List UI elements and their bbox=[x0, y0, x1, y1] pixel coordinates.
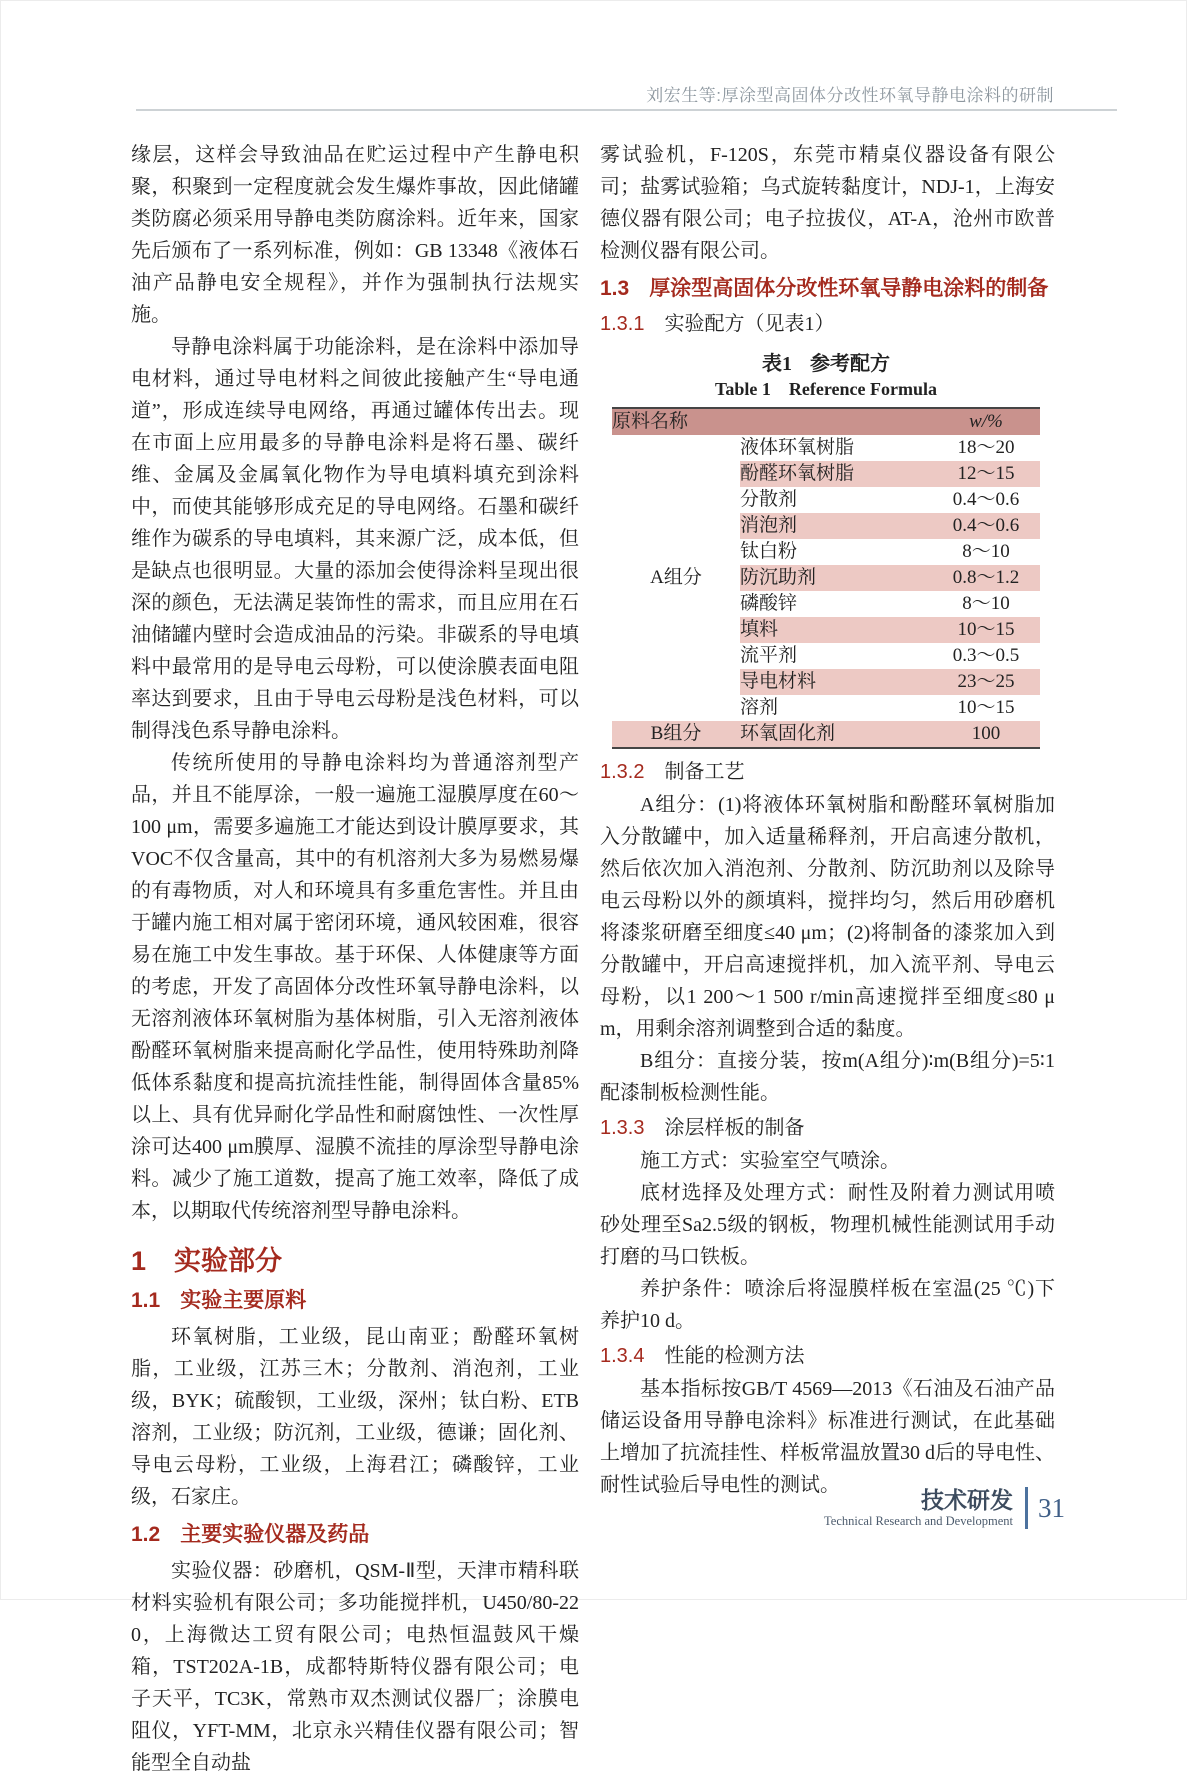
section-1-3-4-heading bbox=[600, 1341, 1055, 1371]
section-1-3-heading bbox=[600, 275, 1055, 303]
paragraph: 雾试验机，F-120S，东莞市精桌仪器设备有限公司；盐雾试验箱；乌式旋转黏度计，NDJ-1，上海安德仪器有限公司；电子拉拔仪，AT-A，沧州市欧普检测仪器有限公司。 bbox=[600, 144, 1055, 262]
table-row-component-b bbox=[612, 721, 1040, 748]
value-cell: 0.3～0.5 bbox=[952, 645, 1020, 666]
paragraph: A组分：(1)将液体环氧树脂和酚醛环氧树脂加入分散罐中，加入适量稀释剂，开启高速分散机，然后依次加入消泡剂、分散剂、防沉助剂以及除导电云母粉以外的颜填料，搅拌均匀，然后用砂磨机将漆浆研磨至细度≤40 μm；(2)将制备的漆浆加入到分散罐中，开启高速搅拌机，加入流平剂、导电云母粉，以1 200～1 500 r/min高速搅拌至细度≤80 μm，用剩余溶剂调整到合适的黏度。 bbox=[600, 794, 1055, 1040]
value-cell: 0.4～0.6 bbox=[932, 513, 1040, 539]
paragraph: 环氧树脂，工业级，昆山南亚；酚醛环氧树脂，工业级，江苏三木；分散剂、消泡剂，工业级，BYK；硫酸钡，工业级，深州；钛白粉、ETB溶剂，工业级；防沉剂，工业级，德谦；固化剂、导电云母粉，工业级，上海君江；磷酸锌，工业级，石家庄。 bbox=[131, 1326, 579, 1508]
value-cell: 0.8～1.2 bbox=[932, 565, 1040, 591]
material-cell: 填料 bbox=[740, 617, 932, 643]
footer-section bbox=[824, 1487, 1013, 1529]
material-cell: 防沉助剂 bbox=[740, 565, 932, 591]
value-cell: 23～25 bbox=[932, 669, 1040, 695]
section-number: 1.2 bbox=[131, 1523, 161, 1546]
table-caption-label-en: Table 1 bbox=[715, 379, 771, 399]
material-cell: 磷酸锌 bbox=[740, 593, 798, 614]
header-rule bbox=[136, 109, 1117, 111]
paragraph: 底材选择及处理方式：耐性及附着力测试用喷砂处理至Sa2.5级的钢板，物理机械性能测试用手动打磨的马口铁板。 bbox=[600, 1182, 1055, 1268]
value-cell: 12～15 bbox=[932, 461, 1040, 487]
value-cell: 100 bbox=[932, 721, 1040, 748]
table-caption-label: 表1 bbox=[762, 353, 792, 375]
footer-section-label-en: Technical Research and Development bbox=[824, 1514, 1013, 1528]
section-title: 性能的检测方法 bbox=[664, 1345, 805, 1367]
section-1-1-heading bbox=[131, 1287, 579, 1315]
section-title: 主要实验仪器及药品 bbox=[180, 1523, 370, 1546]
reference-formula-table bbox=[612, 407, 1040, 749]
section-title: 涂层样板的制备 bbox=[664, 1117, 805, 1139]
column-header-w-percent: w/% bbox=[932, 408, 1040, 435]
table-header-row bbox=[612, 408, 1040, 435]
section-number: 1 bbox=[131, 1246, 147, 1276]
table-1-block bbox=[612, 351, 1040, 749]
section-number: 1.3.3 bbox=[600, 1117, 645, 1139]
section-1-3-2-heading bbox=[600, 757, 1055, 787]
material-cell: 分散剂 bbox=[740, 489, 798, 510]
running-head: 刘宏生等:厚涂型高固体分改性环氧导静电涂料的研制 bbox=[646, 86, 1054, 105]
section-title: 厚涂型高固体分改性环氧导静电涂料的制备 bbox=[649, 277, 1049, 300]
paragraph: 养护条件：喷涂后将湿膜样板在室温(25 ℃)下养护10 d。 bbox=[600, 1278, 1055, 1332]
page-footer bbox=[824, 1487, 1065, 1529]
material-cell: 液体环氧树脂 bbox=[740, 437, 855, 458]
paragraph: 基本指标按GB/T 4569—2013《石油及石油产品储运设备用导静电涂料》标准进行测试，在此基础上增加了抗流挂性、样板常温放置30 d后的导电性、耐性试验后导电性的测试。 bbox=[600, 1378, 1055, 1496]
paragraph: 实验仪器：砂磨机，QSM-Ⅱ型，天津市精科联材料实验机有限公司；多功能搅拌机，U450/80-220，上海微达工贸有限公司；电热恒温鼓风干燥箱，TST202A-1B，成都特斯特仪器有限公司；电子天平，TC3K，常熟市双杰测试仪器厂；涂膜电阻仪，YFT-MM，北京永兴精佳仪器有限公司；智能型全自动盐 bbox=[131, 1560, 579, 1774]
material-cell: 导电材料 bbox=[740, 669, 932, 695]
section-title: 实验部分 bbox=[174, 1246, 283, 1276]
component-b-cell: B组分 bbox=[612, 721, 740, 748]
section-1-2-heading bbox=[131, 1521, 579, 1549]
material-cell: 溶剂 bbox=[740, 697, 779, 718]
table-row bbox=[612, 435, 1040, 461]
section-number: 1.3.1 bbox=[600, 313, 645, 335]
value-cell: 0.4～0.6 bbox=[952, 489, 1020, 510]
value-cell: 10～15 bbox=[957, 697, 1015, 718]
paragraph: 导静电涂料属于功能涂料，是在涂料中添加导电材料，通过导电材料之间彼此接触产生“导电通道”，形成连续导电网络，再通过罐体传出去。现在市面上应用最多的导静电涂料是将石墨、碳纤维、金属及金属氧化物作为导电填料填充到涂料中，而使其能够形成充足的导电网络。石墨和碳纤维作为碳系的导电填料，其来源广泛，成本低，但是缺点也很明显。大量的添加会使得涂料呈现出很深的颜色，无法满足装饰性的需求，而且应用在石油储罐内壁时会造成油品的污染。非碳系的导电填料中最常用的是导电云母粉，可以使涂膜表面电阻率达到要求，且由于导电云母粉是浅色材料，可以制得浅色系导静电涂料。 bbox=[131, 336, 579, 742]
paragraph: 传统所使用的导静电涂料均为普通溶剂型产品，并且不能厚涂，一般一遍施工湿膜厚度在60～100 μm，需要多遍施工才能达到设计膜厚要求，其VOC不仅含量高，其中的有机溶剂大多为易燃易爆的有毒物质，对人和环境具有多重危害性。并且由于罐内施工相对属于密闭环境，通风较困难，很容易在施工中发生事故。基于环保、人体健康等方面的考虑，开发了高固体分改性环氧导静电涂料，以无溶剂液体环氧树脂为基体树脂，引入无溶剂液体酚醛环氧树脂来提高耐化学品性，使用特殊助剂降低体系黏度和提高抗流挂性能，制得固体含量85%以上、具有优异耐化学品性和耐腐蚀性、一次性厚涂可达400 μm膜厚、湿膜不流挂的厚涂型导静电涂料。减少了施工道数，提高了施工效率，降低了成本，以期取代传统溶剂型导静电涂料。 bbox=[131, 752, 579, 1222]
page-number: 31 bbox=[1038, 1492, 1065, 1523]
footer-divider bbox=[1025, 1487, 1028, 1529]
paragraph: 缘层，这样会导致油品在贮运过程中产生静电积聚，积聚到一定程度就会发生爆炸事故，因此储罐类防腐必须采用导静电类防腐涂料。近年来，国家先后颁布了一系列标准，例如：GB 13348《液体石油产品静电安全规程》，并作为强制执行法规实施。 bbox=[131, 144, 579, 326]
section-number: 1.1 bbox=[131, 1289, 161, 1312]
table-caption-zh bbox=[612, 351, 1040, 377]
section-title: 制备工艺 bbox=[664, 761, 745, 783]
section-title: 实验配方（见表1） bbox=[664, 313, 835, 335]
table-caption-title-en: Reference Formula bbox=[788, 379, 937, 399]
section-1-3-3-heading bbox=[600, 1113, 1055, 1143]
value-cell: 18～20 bbox=[957, 437, 1015, 458]
left-column bbox=[131, 139, 579, 1779]
footer-section-label: 技术研发 bbox=[921, 1487, 1013, 1513]
table-caption-en bbox=[612, 377, 1040, 401]
value-cell: 8～10 bbox=[962, 593, 1010, 614]
section-number: 1.3 bbox=[600, 277, 630, 300]
section-1-3-1-heading bbox=[600, 309, 1055, 339]
table-caption-title: 参考配方 bbox=[810, 353, 890, 375]
material-cell: 流平剂 bbox=[740, 645, 798, 666]
paragraph: B组分：直接分装，按m(A组分)∶m(B组分)=5∶1配漆制板检测性能。 bbox=[600, 1050, 1055, 1104]
material-cell: 钛白粉 bbox=[740, 541, 798, 562]
material-cell: 酚醛环氧树脂 bbox=[740, 461, 932, 487]
material-cell: 环氧固化剂 bbox=[740, 721, 932, 748]
paragraph: 施工方式：实验室空气喷涂。 bbox=[640, 1150, 900, 1172]
component-a-cell: A组分 bbox=[650, 567, 702, 588]
section-number: 1.3.2 bbox=[600, 761, 645, 783]
section-number: 1.3.4 bbox=[600, 1345, 645, 1367]
value-cell: 8～10 bbox=[962, 541, 1010, 562]
right-column bbox=[600, 139, 1055, 1501]
section-title: 实验主要原料 bbox=[180, 1289, 307, 1312]
section-1-heading bbox=[131, 1245, 579, 1277]
column-header-material: 原料名称 bbox=[612, 408, 932, 435]
material-cell: 消泡剂 bbox=[740, 513, 932, 539]
value-cell: 10～15 bbox=[932, 617, 1040, 643]
